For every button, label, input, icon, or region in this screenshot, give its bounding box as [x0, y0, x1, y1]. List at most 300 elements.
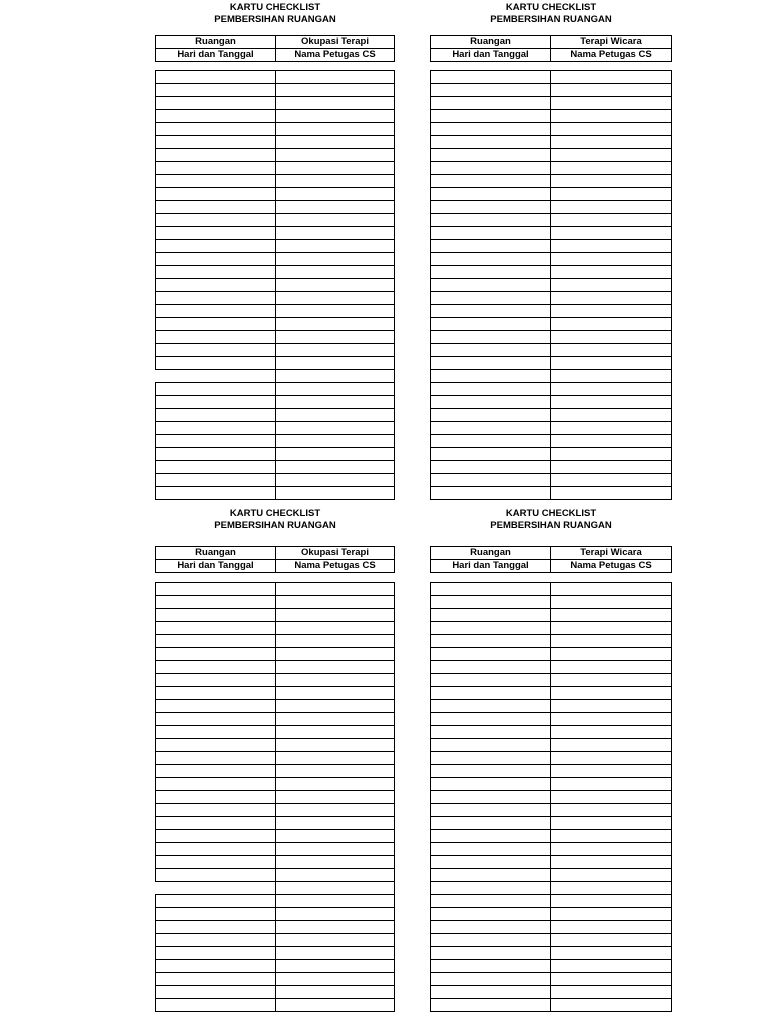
checklist-cell-staff [550, 778, 672, 790]
checklist-cell-staff [275, 778, 395, 790]
checklist-cell-staff [550, 370, 672, 382]
checklist-cell-staff [550, 713, 672, 725]
checklist-cell-date [155, 609, 275, 621]
checklist-cell-date [155, 487, 275, 499]
checklist-cell-date [430, 765, 550, 777]
checklist-row [155, 986, 395, 999]
checklist-cell-date [430, 687, 550, 699]
checklist-cell-date [430, 817, 550, 829]
checklist-row [155, 253, 395, 266]
checklist-cell-staff [275, 422, 395, 434]
checklist-cell-date [430, 635, 550, 647]
checklist-row [155, 435, 395, 448]
checklist-cell-date [430, 253, 550, 265]
checklist-cell-staff [275, 175, 395, 187]
checklist-cell-staff [275, 882, 395, 894]
checklist-cell-staff [275, 240, 395, 252]
checklist-row [155, 305, 395, 318]
checklist-row [155, 960, 395, 973]
checklist-row [430, 110, 672, 123]
checklist-cell-staff [275, 84, 395, 96]
checklist-cell-date [155, 253, 275, 265]
checklist-row [430, 370, 672, 383]
checklist-row [155, 383, 395, 396]
checklist-row [430, 201, 672, 214]
checklist-cell-staff [550, 175, 672, 187]
checklist-cell-date [430, 934, 550, 946]
checklist-cell-date [155, 791, 275, 803]
checklist-cell-staff [275, 370, 395, 382]
checklist-cell-date [155, 240, 275, 252]
checklist-row [430, 240, 672, 253]
checklist-cell-date [430, 487, 550, 499]
checklist-cell-staff [550, 318, 672, 330]
checklist-row [430, 279, 672, 292]
checklist-row [430, 487, 672, 500]
checklist-cell-date [155, 817, 275, 829]
checklist-grid [155, 582, 395, 1012]
checklist-cell-staff [275, 934, 395, 946]
checklist-cell-date [430, 162, 550, 174]
checklist-cell-date [155, 869, 275, 881]
checklist-row [430, 422, 672, 435]
checklist-row [155, 895, 395, 908]
checklist-cell-date [155, 279, 275, 291]
checklist-cell-date [430, 882, 550, 894]
checklist-cell-date [430, 201, 550, 213]
checklist-cell-date [155, 882, 275, 894]
checklist-row [430, 461, 672, 474]
checklist-row [430, 136, 672, 149]
checklist-row [155, 700, 395, 713]
checklist-cell-staff [550, 162, 672, 174]
checklist-cell-date [430, 266, 550, 278]
checklist-row [430, 448, 672, 461]
value-ruangan: Okupasi Terapi [276, 547, 394, 560]
checklist-row [430, 986, 672, 999]
checklist-cell-staff [275, 700, 395, 712]
checklist-row [155, 687, 395, 700]
checklist-cell-staff [275, 305, 395, 317]
checklist-cell-staff [550, 305, 672, 317]
checklist-cell-staff [275, 921, 395, 933]
value-ruangan: Terapi Wicara [551, 36, 671, 49]
checklist-row [155, 752, 395, 765]
checklist-cell-staff [275, 487, 395, 499]
checklist-cell-date [430, 973, 550, 985]
checklist-cell-staff [275, 383, 395, 395]
checklist-cell-staff [550, 149, 672, 161]
checklist-cell-date [430, 240, 550, 252]
checklist-cell-date [155, 583, 275, 595]
checklist-cell-staff [275, 960, 395, 972]
checklist-cell-date [155, 947, 275, 959]
checklist-row [430, 396, 672, 409]
checklist-cell-staff [275, 856, 395, 868]
checklist-cell-date [430, 843, 550, 855]
checklist-row [430, 830, 672, 843]
checklist-cell-date [155, 123, 275, 135]
checklist-cell-date [430, 175, 550, 187]
checklist-row [155, 266, 395, 279]
checklist-cell-staff [550, 635, 672, 647]
checklist-cell-staff [550, 474, 672, 486]
checklist-cell-staff [275, 253, 395, 265]
checklist-row [430, 973, 672, 986]
checklist-row [430, 687, 672, 700]
checklist-cell-date [430, 84, 550, 96]
checklist-cell-staff [275, 474, 395, 486]
checklist-cell-date [430, 622, 550, 634]
checklist-cell-staff [275, 396, 395, 408]
checklist-card-1 [155, 2, 395, 62]
checklist-card-2 [430, 2, 672, 62]
checklist-row [155, 331, 395, 344]
checklist-cell-date [155, 830, 275, 842]
checklist-row [430, 674, 672, 687]
checklist-cell-date [430, 830, 550, 842]
checklist-cell-staff [550, 817, 672, 829]
checklist-row [155, 843, 395, 856]
checklist-row [155, 422, 395, 435]
checklist-row [430, 895, 672, 908]
checklist-row [430, 409, 672, 422]
checklist-cell-staff [550, 214, 672, 226]
checklist-row [430, 188, 672, 201]
label-nama-petugas: Nama Petugas CS [570, 49, 652, 60]
checklist-row [155, 149, 395, 162]
checklist-row [430, 791, 672, 804]
checklist-cell-staff [275, 149, 395, 161]
checklist-row [430, 162, 672, 175]
checklist-cell-staff [275, 461, 395, 473]
checklist-row [155, 635, 395, 648]
checklist-cell-date [155, 635, 275, 647]
checklist-cell-staff [275, 214, 395, 226]
checklist-cell-staff [275, 123, 395, 135]
checklist-row [155, 357, 395, 370]
checklist-grid [430, 70, 672, 500]
label-hari-tanggal: Hari dan Tanggal [156, 49, 276, 61]
checklist-cell-date [430, 383, 550, 395]
label-nama-petugas: Nama Petugas CS [294, 49, 376, 60]
checklist-row [430, 778, 672, 791]
value-ruangan: Terapi Wicara [551, 547, 671, 560]
checklist-row [430, 700, 672, 713]
checklist-row [155, 175, 395, 188]
checklist-row [430, 960, 672, 973]
checklist-cell-staff [550, 934, 672, 946]
checklist-cell-staff [550, 882, 672, 894]
checklist-cell-staff [275, 804, 395, 816]
checklist-cell-date [430, 999, 550, 1011]
checklist-cell-date [430, 778, 550, 790]
checklist-cell-date [430, 149, 550, 161]
checklist-cell-date [155, 687, 275, 699]
checklist-cell-staff [275, 279, 395, 291]
checklist-cell-staff [275, 973, 395, 985]
checklist-row [155, 856, 395, 869]
checklist-cell-staff [550, 97, 672, 109]
checklist-cell-date [430, 700, 550, 712]
checklist-row [155, 461, 395, 474]
checklist-cell-date [155, 110, 275, 122]
checklist-cell-date [430, 435, 550, 447]
checklist-row [155, 921, 395, 934]
checklist-cell-staff [550, 409, 672, 421]
checklist-row [430, 869, 672, 882]
checklist-row [430, 84, 672, 97]
checklist-cell-date [155, 648, 275, 660]
checklist-cell-date [155, 474, 275, 486]
checklist-cell-date [155, 188, 275, 200]
card-title-line1: KARTU CHECKLIST [229, 508, 321, 519]
checklist-cell-date [430, 396, 550, 408]
checklist-row [430, 266, 672, 279]
checklist-row [430, 947, 672, 960]
checklist-row [430, 583, 672, 596]
checklist-cell-date [155, 201, 275, 213]
checklist-grid [155, 70, 395, 500]
label-hari-tanggal: Hari dan Tanggal [431, 49, 551, 61]
checklist-cell-date [430, 188, 550, 200]
checklist-cell-staff [275, 622, 395, 634]
checklist-cell-date [155, 674, 275, 686]
label-ruangan: Ruangan [431, 36, 551, 49]
checklist-cell-date [155, 227, 275, 239]
checklist-cell-date [155, 149, 275, 161]
label-ruangan: Ruangan [156, 547, 276, 560]
checklist-row [155, 791, 395, 804]
checklist-cell-date [155, 422, 275, 434]
checklist-cell-staff [550, 596, 672, 608]
checklist-cell-staff [550, 895, 672, 907]
checklist-row [155, 84, 395, 97]
checklist-row [155, 214, 395, 227]
checklist-cell-date [430, 609, 550, 621]
checklist-row [430, 214, 672, 227]
checklist-cell-staff [550, 331, 672, 343]
checklist-row [430, 752, 672, 765]
checklist-cell-date [430, 960, 550, 972]
checklist-cell-staff [550, 396, 672, 408]
checklist-row [430, 609, 672, 622]
checklist-cell-date [155, 908, 275, 920]
checklist-cell-date [430, 357, 550, 369]
checklist-cell-staff [550, 253, 672, 265]
checklist-cell-date [155, 622, 275, 634]
checklist-cell-date [430, 908, 550, 920]
checklist-cell-date [155, 370, 275, 382]
checklist-cell-staff [275, 635, 395, 647]
checklist-row [155, 240, 395, 253]
checklist-cell-date [155, 292, 275, 304]
checklist-cell-staff [275, 71, 395, 83]
checklist-cell-date [430, 596, 550, 608]
checklist-cell-date [155, 843, 275, 855]
checklist-cell-date [430, 726, 550, 738]
checklist-cell-date [430, 648, 550, 660]
card-header-table [155, 35, 395, 62]
checklist-cell-staff [275, 752, 395, 764]
checklist-cell-staff [550, 856, 672, 868]
checklist-cell-date [430, 856, 550, 868]
checklist-row [155, 71, 395, 84]
checklist-cell-date [430, 214, 550, 226]
checklist-row [155, 292, 395, 305]
card-title-line2: PEMBERSIHAN RUANGAN [214, 520, 336, 531]
checklist-cell-date [155, 383, 275, 395]
checklist-cell-staff [275, 162, 395, 174]
checklist-cell-staff [550, 292, 672, 304]
checklist-cell-date [430, 804, 550, 816]
card-header-table [430, 35, 672, 62]
checklist-cell-date [430, 123, 550, 135]
checklist-row [155, 201, 395, 214]
checklist-cell-staff [550, 908, 672, 920]
card-title-line2: PEMBERSIHAN RUANGAN [490, 520, 612, 531]
checklist-row [430, 648, 672, 661]
checklist-cell-staff [275, 409, 395, 421]
checklist-cell-date [155, 396, 275, 408]
checklist-cell-date [155, 726, 275, 738]
checklist-cell-staff [550, 687, 672, 699]
checklist-cell-staff [550, 960, 672, 972]
checklist-row [155, 882, 395, 895]
checklist-cell-staff [550, 110, 672, 122]
checklist-cell-staff [275, 435, 395, 447]
checklist-cell-date [430, 71, 550, 83]
checklist-cell-staff [275, 986, 395, 998]
checklist-row [430, 149, 672, 162]
checklist-cell-staff [275, 583, 395, 595]
checklist-cell-date [430, 331, 550, 343]
checklist-cell-staff [275, 201, 395, 213]
checklist-cell-date [155, 136, 275, 148]
checklist-row [155, 409, 395, 422]
checklist-cell-staff [550, 136, 672, 148]
checklist-cell-staff [550, 674, 672, 686]
checklist-row [430, 622, 672, 635]
checklist-cell-staff [550, 765, 672, 777]
checklist-cell-staff [275, 344, 395, 356]
checklist-cell-date [155, 934, 275, 946]
label-nama-petugas: Nama Petugas CS [294, 560, 376, 571]
checklist-cell-date [155, 71, 275, 83]
checklist-cell-date [155, 305, 275, 317]
checklist-row [155, 934, 395, 947]
checklist-cell-date [430, 97, 550, 109]
checklist-row [430, 71, 672, 84]
checklist-cell-staff [550, 999, 672, 1011]
checklist-cell-staff [275, 596, 395, 608]
checklist-cell-staff [550, 947, 672, 959]
checklist-cell-staff [550, 804, 672, 816]
checklist-row [155, 830, 395, 843]
checklist-row [430, 713, 672, 726]
checklist-cell-date [155, 175, 275, 187]
checklist-cell-staff [275, 674, 395, 686]
checklist-cell-staff [275, 999, 395, 1011]
checklist-cell-date [430, 895, 550, 907]
checklist-cell-staff [275, 136, 395, 148]
value-ruangan: Okupasi Terapi [276, 36, 394, 49]
checklist-row [155, 136, 395, 149]
checklist-cell-date [430, 448, 550, 460]
checklist-cell-date [430, 869, 550, 881]
checklist-cell-staff [550, 461, 672, 473]
checklist-cell-staff [275, 713, 395, 725]
checklist-cell-date [155, 331, 275, 343]
checklist-cell-date [155, 999, 275, 1011]
checklist-cell-date [430, 422, 550, 434]
card-title-line1: KARTU CHECKLIST [229, 2, 321, 13]
checklist-row [430, 817, 672, 830]
checklist-row [430, 227, 672, 240]
checklist-row [430, 726, 672, 739]
checklist-row [430, 318, 672, 331]
checklist-row [155, 765, 395, 778]
checklist-cell-staff [550, 726, 672, 738]
checklist-cell-staff [550, 84, 672, 96]
checklist-row [430, 331, 672, 344]
checklist-cell-staff [550, 921, 672, 933]
checklist-row [430, 921, 672, 934]
checklist-cell-staff [550, 622, 672, 634]
checklist-cell-date [430, 739, 550, 751]
checklist-cell-staff [550, 973, 672, 985]
checklist-cell-staff [275, 227, 395, 239]
card-title-line1: KARTU CHECKLIST [505, 508, 597, 519]
card-title-line2: PEMBERSIHAN RUANGAN [214, 14, 336, 25]
checklist-cell-staff [275, 331, 395, 343]
checklist-row [430, 344, 672, 357]
checklist-row [155, 344, 395, 357]
checklist-cell-date [155, 973, 275, 985]
checklist-cell-date [430, 344, 550, 356]
checklist-cell-staff [550, 188, 672, 200]
label-ruangan: Ruangan [431, 547, 551, 560]
checklist-row [430, 804, 672, 817]
checklist-row [155, 448, 395, 461]
checklist-cell-date [155, 266, 275, 278]
checklist-cell-staff [275, 869, 395, 881]
checklist-cell-date [430, 305, 550, 317]
checklist-cell-staff [275, 292, 395, 304]
checklist-cell-date [155, 739, 275, 751]
checklist-cell-date [430, 583, 550, 595]
checklist-row [155, 661, 395, 674]
checklist-cell-date [155, 700, 275, 712]
checklist-cell-staff [550, 266, 672, 278]
checklist-cell-staff [550, 986, 672, 998]
checklist-row [155, 817, 395, 830]
checklist-cell-date [430, 292, 550, 304]
checklist-row [430, 175, 672, 188]
checklist-row [430, 999, 672, 1012]
checklist-cell-date [430, 713, 550, 725]
checklist-cell-date [155, 713, 275, 725]
checklist-row [430, 357, 672, 370]
checklist-cell-date [430, 279, 550, 291]
checklist-row [155, 778, 395, 791]
label-hari-tanggal: Hari dan Tanggal [156, 560, 276, 572]
checklist-cell-date [430, 318, 550, 330]
checklist-row [155, 97, 395, 110]
checklist-cell-date [155, 318, 275, 330]
checklist-cell-staff [550, 123, 672, 135]
checklist-cell-staff [550, 279, 672, 291]
